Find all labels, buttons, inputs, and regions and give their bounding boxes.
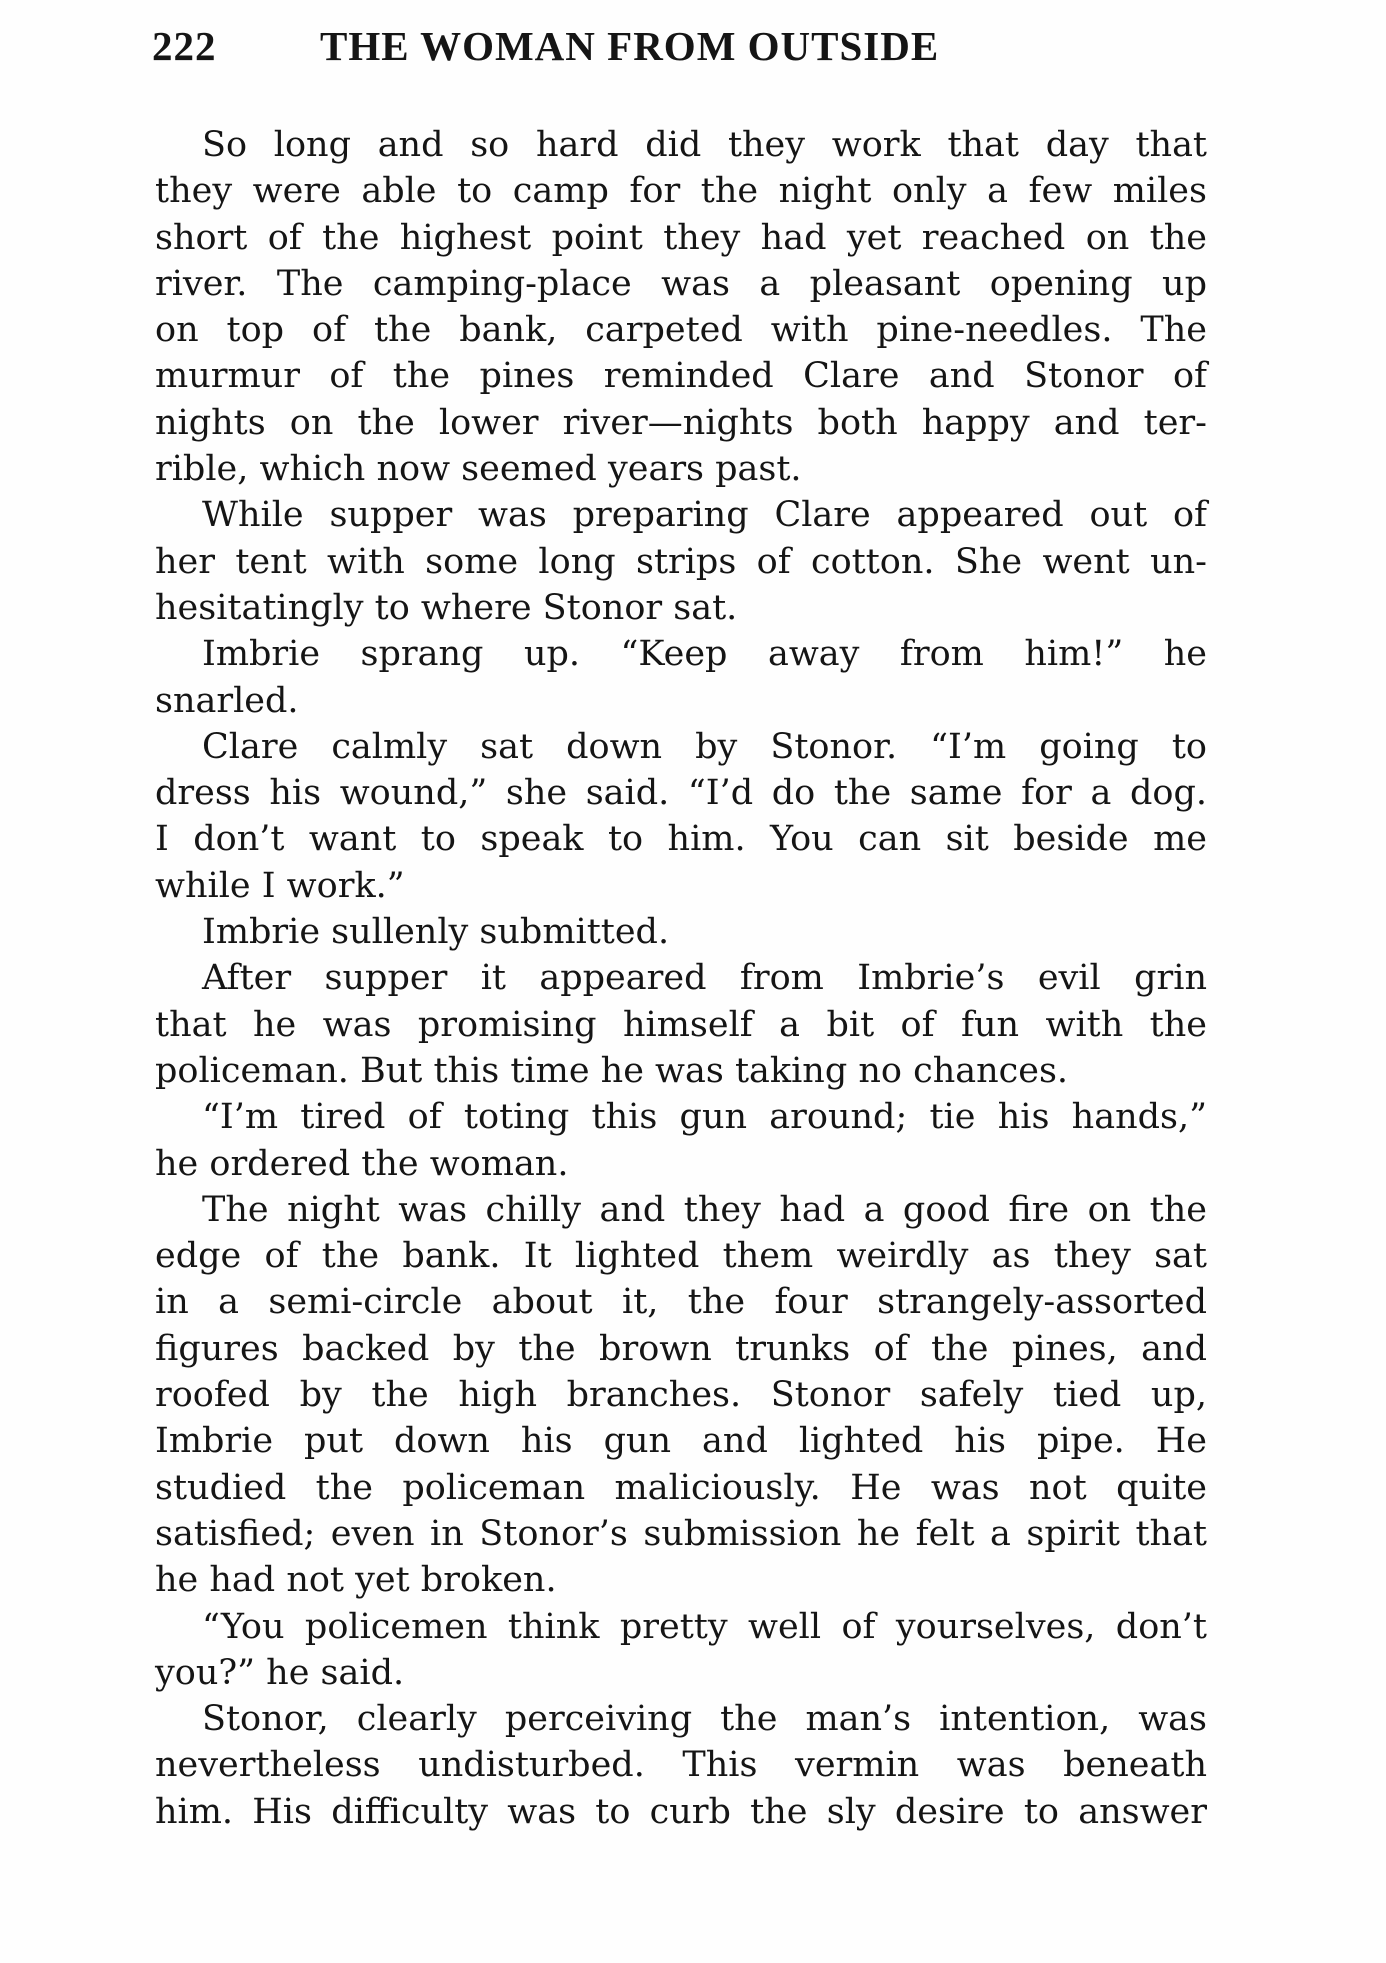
text-line: dress his wound,” she said. “I’d do the same for a dog. (155, 773, 1207, 814)
text-line: river. The camping-place was a pleasant opening up (155, 263, 1207, 304)
text-line: Imbrie sprang up. “Keep away from him!” he (202, 634, 1207, 675)
text-line: he had not yet broken. (155, 1560, 557, 1601)
text-line: nevertheless undisturbed. This vermin was beneath (155, 1745, 1207, 1786)
running-head (152, 22, 1212, 82)
book-title: THE WOMAN FROM OUTSIDE (320, 23, 940, 69)
text-line: studied the policeman maliciously. He was not quite (155, 1467, 1207, 1508)
text-line: “I’m tired of toting this gun around; tie his hands,” (202, 1097, 1207, 1138)
text-line: murmur of the pines reminded Clare and Stonor of (155, 356, 1207, 397)
text-line: policeman. But this time he was taking no chances. (155, 1050, 1069, 1091)
text-line: they were able to camp for the night only a few miles (155, 171, 1207, 212)
text-line: he ordered the woman. (155, 1143, 569, 1184)
text-line: Imbrie sullenly submitted. (202, 912, 670, 953)
text-line: snarled. (155, 680, 299, 721)
text-line: that he was promising himself a bit of fun with the (155, 1004, 1207, 1045)
text-line: After supper it appeared from Imbrie’s evil grin (202, 958, 1207, 999)
text-line: in a semi-circle about it, the four strangely-assorted (155, 1282, 1207, 1323)
text-line: edge of the bank. It lighted them weirdly as they sat (155, 1236, 1207, 1277)
text-line: Stonor, clearly perceiving the man’s intention, was (202, 1699, 1207, 1740)
text-line: short of the highest point they had yet reached on the (155, 217, 1207, 258)
text-line: while I work.” (155, 865, 405, 906)
body-text (155, 122, 1207, 1835)
text-line: on top of the bank, carpeted with pine-needles. The (155, 310, 1207, 351)
text-line: her tent with some long strips of cotton. She went un- (155, 541, 1207, 582)
text-line: nights on the lower river—nights both happy and ter- (155, 402, 1207, 443)
text-line: hesitatingly to where Stonor sat. (155, 587, 738, 628)
text-line: Imbrie put down his gun and lighted his pipe. He (155, 1421, 1207, 1462)
page-number: 222 (152, 23, 217, 69)
text-line: While supper was preparing Clare appeared out of (202, 495, 1207, 536)
text-line: figures backed by the brown trunks of the pines, and (155, 1328, 1207, 1369)
text-line: you?” he said. (155, 1652, 405, 1693)
text-line: rible, which now seemed years past. (155, 449, 802, 490)
text-line: satisfied; even in Stonor’s submission he felt a spirit that (155, 1513, 1207, 1554)
text-line: “You policemen think pretty well of yourselves, don’t (202, 1606, 1207, 1647)
text-line: him. His difficulty was to curb the sly desire to answer (155, 1791, 1207, 1832)
text-line: The night was chilly and they had a good fire on the (202, 1189, 1207, 1230)
text-line: I don’t want to speak to him. You can sit beside me (155, 819, 1207, 860)
text-line: So long and so hard did they work that day that (202, 125, 1207, 165)
text-line: roofed by the high branches. Stonor safely tied up, (155, 1375, 1207, 1416)
text-line: Clare calmly sat down by Stonor. “I’m going to (202, 726, 1207, 767)
